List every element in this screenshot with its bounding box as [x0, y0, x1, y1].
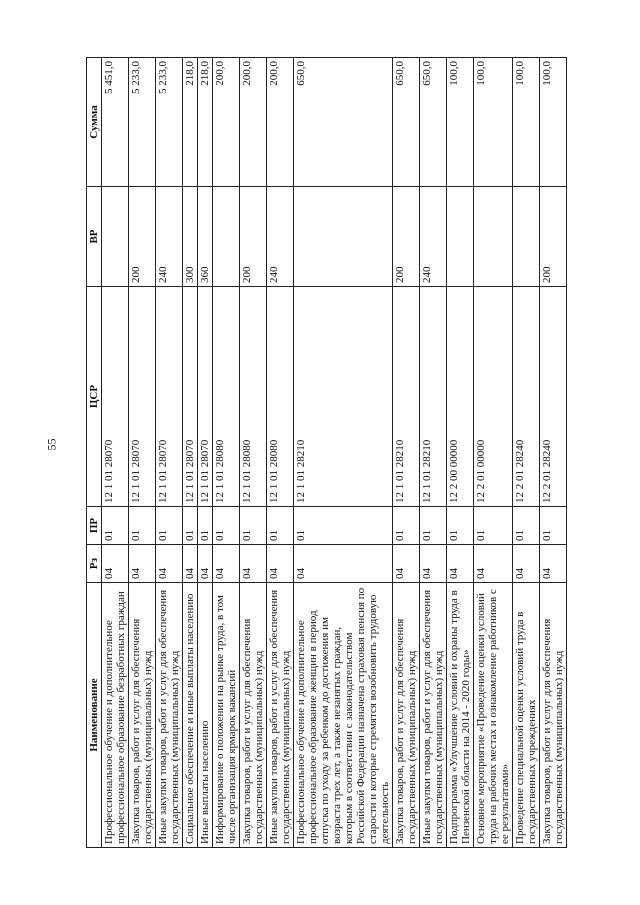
cell-csr: 12 2 01 00000: [474, 287, 513, 507]
cell-vr: [213, 187, 240, 287]
cell-pr: 01: [183, 507, 198, 545]
cell-name: Профессиональное обучение и дополнительное профессиональное образование женщин в период отпуска по уходу за ребенком до достижения им возраста трех лет, а также незанятых граждан, которым в соответствии с законодательством Российской Федерации назначена страховая пенсия по старости и которые стремятся возобновить трудовую деятельность: [294, 583, 393, 848]
table-row: [513, 58, 540, 848]
cell-vr: 360: [198, 187, 213, 287]
cell-sum: 200,0: [240, 58, 267, 187]
cell-csr: 12 2 01 28240: [540, 287, 567, 507]
cell-name: Закупка товаров, работ и услуг для обеспечения государственных (муниципальных) нужд: [393, 583, 420, 848]
header-rz: Рз: [87, 545, 102, 583]
cell-name: Социальное обеспечение и иные выплаты населению: [183, 583, 198, 848]
cell-pr: 01: [198, 507, 213, 545]
cell-csr: 12 1 01 28210: [420, 287, 447, 507]
cell-csr: 12 1 01 28070: [183, 287, 198, 507]
page-number: 55: [44, 438, 59, 451]
cell-vr: [447, 187, 474, 287]
cell-name: Проведение специальной оценки условий труда в государственных учреждениях: [513, 583, 540, 848]
cell-pr: 01: [267, 507, 294, 545]
cell-rz: 04: [447, 545, 474, 583]
cell-vr: 200: [393, 187, 420, 287]
cell-rz: 04: [102, 545, 129, 583]
header-name: Наименование: [87, 583, 102, 848]
cell-sum: 100,0: [513, 58, 540, 187]
cell-name: Профессиональное обучение и дополнительное профессиональное образование безработных граждан: [102, 583, 129, 848]
cell-rz: 04: [474, 545, 513, 583]
rotated-table-container: [86, 58, 565, 848]
cell-rz: 04: [420, 545, 447, 583]
cell-rz: 04: [267, 545, 294, 583]
cell-csr: 12 1 01 28210: [294, 287, 393, 507]
header-pr: ПР: [87, 507, 102, 545]
budget-table: [86, 57, 567, 848]
table-row: [474, 58, 513, 848]
cell-sum: 100,0: [540, 58, 567, 187]
header-vr: ВР: [87, 187, 102, 287]
table-row: [393, 58, 420, 848]
cell-name: Закупка товаров, работ и услуг для обеспечения государственных (муниципальных) нужд: [240, 583, 267, 848]
cell-name: Иные закупки товаров, работ и услуг для обеспечения государственных (муниципальных) нужд: [420, 583, 447, 848]
cell-rz: 04: [129, 545, 156, 583]
header-csr: ЦСР: [87, 287, 102, 507]
table-row: [213, 58, 240, 848]
cell-pr: 01: [240, 507, 267, 545]
cell-vr: 240: [156, 187, 183, 287]
cell-csr: 12 2 00 00000: [447, 287, 474, 507]
cell-csr: 12 1 01 28070: [198, 287, 213, 507]
table-body: [102, 58, 567, 848]
cell-pr: 01: [513, 507, 540, 545]
cell-sum: 200,0: [267, 58, 294, 187]
table-row: [129, 58, 156, 848]
table-row: [102, 58, 129, 848]
table-row: [420, 58, 447, 848]
cell-pr: 01: [156, 507, 183, 545]
cell-rz: 04: [513, 545, 540, 583]
cell-vr: 300: [183, 187, 198, 287]
cell-name: Иные закупки товаров, работ и услуг для обеспечения государственных (муниципальных) нужд: [156, 583, 183, 848]
cell-pr: 01: [102, 507, 129, 545]
cell-vr: 200: [240, 187, 267, 287]
cell-name: Закупка товаров, работ и услуг для обеспечения государственных (муниципальных) нужд: [129, 583, 156, 848]
cell-pr: 01: [129, 507, 156, 545]
cell-name: Иные закупки товаров, работ и услуг для обеспечения государственных (муниципальных) нужд: [267, 583, 294, 848]
cell-pr: 01: [213, 507, 240, 545]
cell-vr: 200: [540, 187, 567, 287]
cell-sum: 218,0: [183, 58, 198, 187]
table-row: [156, 58, 183, 848]
cell-name: Основное мероприятие «Проведение оценки условий труда на рабочих местах и ознакомление работников с ее результатами»: [474, 583, 513, 848]
cell-csr: 12 1 01 28080: [267, 287, 294, 507]
cell-sum: 5 233,0: [156, 58, 183, 187]
table-row: [447, 58, 474, 848]
cell-name: Информирование о положении на рынке труда, в том числе организация ярмарок вакансий: [213, 583, 240, 848]
table-row: [183, 58, 198, 848]
cell-rz: 04: [198, 545, 213, 583]
cell-sum: 650,0: [420, 58, 447, 187]
table-row: [198, 58, 213, 848]
cell-csr: 12 1 01 28210: [393, 287, 420, 507]
cell-rz: 04: [393, 545, 420, 583]
cell-rz: 04: [240, 545, 267, 583]
cell-vr: 240: [420, 187, 447, 287]
header-row: [87, 58, 102, 848]
cell-vr: [513, 187, 540, 287]
cell-name: Подпрограмма «Улучшение условий и охраны труда в Пензенской области на 2014 - 2020 годы»: [447, 583, 474, 848]
cell-csr: 12 1 01 28070: [156, 287, 183, 507]
cell-rz: 04: [294, 545, 393, 583]
cell-sum: 5 233,0: [129, 58, 156, 187]
cell-pr: 01: [447, 507, 474, 545]
cell-csr: 12 2 01 28240: [513, 287, 540, 507]
cell-sum: 100,0: [447, 58, 474, 187]
table-row: [240, 58, 267, 848]
cell-csr: 12 1 01 28080: [240, 287, 267, 507]
cell-csr: 12 1 01 28070: [129, 287, 156, 507]
cell-pr: 01: [540, 507, 567, 545]
cell-vr: 240: [267, 187, 294, 287]
table-row: [267, 58, 294, 848]
header-sum: Сумма: [87, 58, 102, 187]
cell-sum: 200,0: [213, 58, 240, 187]
table-row: [540, 58, 567, 848]
cell-pr: 01: [393, 507, 420, 545]
cell-pr: 01: [474, 507, 513, 545]
cell-vr: [294, 187, 393, 287]
cell-name: Закупка товаров, работ и услуг для обеспечения государственных (муниципальных) нужд: [540, 583, 567, 848]
cell-vr: 200: [129, 187, 156, 287]
cell-pr: 01: [420, 507, 447, 545]
cell-csr: 12 1 01 28070: [102, 287, 129, 507]
cell-vr: [102, 187, 129, 287]
cell-rz: 04: [156, 545, 183, 583]
cell-pr: 01: [294, 507, 393, 545]
cell-rz: 04: [213, 545, 240, 583]
cell-csr: 12 1 01 28080: [213, 287, 240, 507]
cell-sum: 5 451,0: [102, 58, 129, 187]
cell-sum: 650,0: [393, 58, 420, 187]
cell-sum: 218,0: [198, 58, 213, 187]
cell-vr: [474, 187, 513, 287]
cell-sum: 100,0: [474, 58, 513, 187]
cell-rz: 04: [540, 545, 567, 583]
cell-sum: 650,0: [294, 58, 393, 187]
cell-rz: 04: [183, 545, 198, 583]
table-row: [294, 58, 393, 848]
cell-name: Иные выплаты населению: [198, 583, 213, 848]
